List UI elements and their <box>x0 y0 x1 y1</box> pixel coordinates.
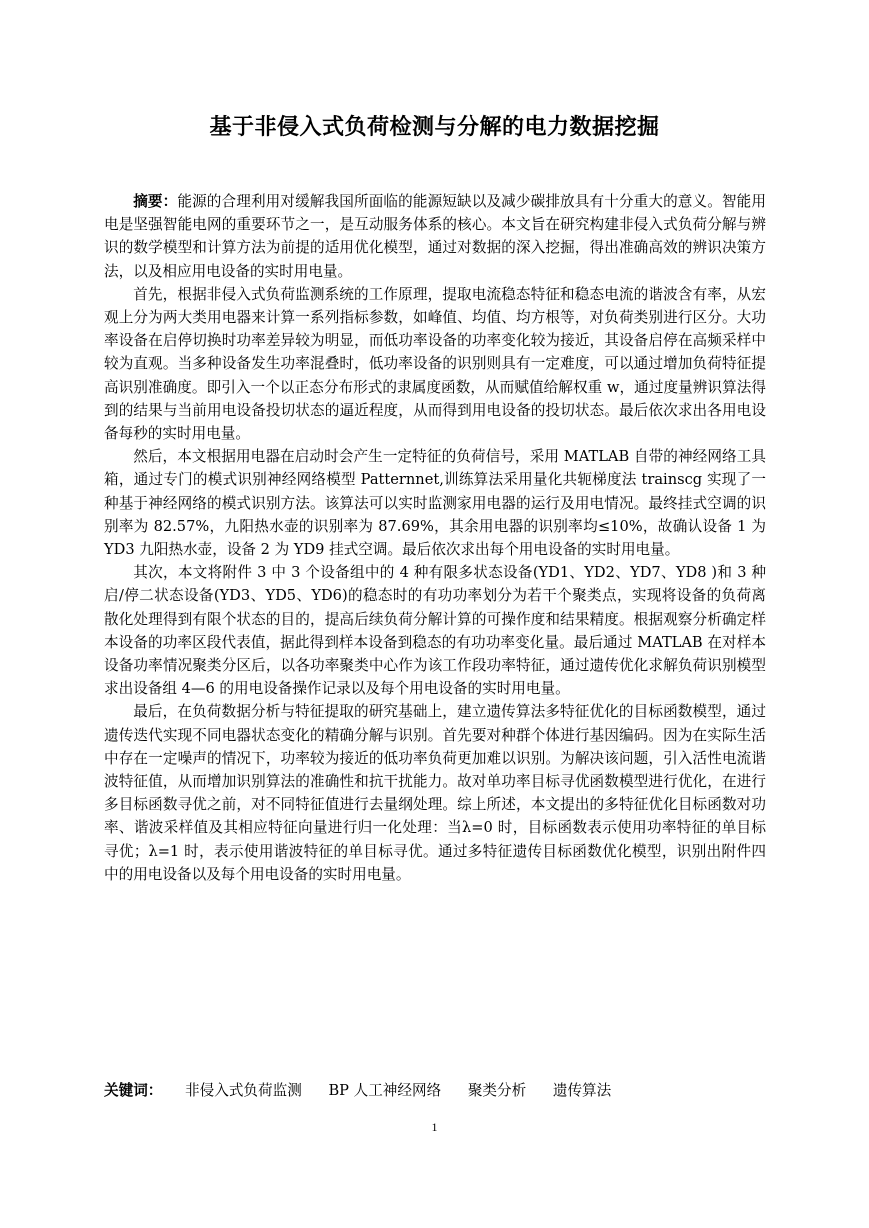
abstract-paragraph-3: 然后，本文根据用电器在启动时会产生一定特征的负荷信号，采用 MATLAB 自带的神经网络工具箱，通过专门的模式识别神经网络模型 Patternnet,训练算法采用量化共轭梯度法 trainscg 实现了一种基于神经网络的模式识别方法。该算法可以实时监测家用电器的运行及用电情况。最终挂式空调的识别率为 82.57%，九阳热水壶的识别率为 87.69%，其余用电器的识别率均≤10%，故确认设备 1 为 YD3 九阳热水壶，设备 2 为 YD9 挂式空调。最后依次求出每个用电设备的实时用电量。 <box>104 448 766 559</box>
keyword-item: BP 人工神经网络 <box>328 1082 442 1099</box>
page-number: 1 <box>431 1120 438 1134</box>
abstract-label: 摘要： <box>133 193 178 210</box>
abstract-text-1: 能源的合理利用对缓解我国所面临的能源短缺以及减少碳排放具有十分重大的意义。智能用电是坚强智能电网的重要环节之一，是互动服务体系的核心。本文旨在研究构建非侵入式负荷分解与辨识的数学模型和计算方法为前提的适用优化模型，通过对数据的深入挖掘，得出准确高效的辨识决策方法，以及相应用电设备的实时用电量。 <box>104 193 766 280</box>
keyword-item: 非侵入式负荷监测 <box>185 1082 302 1099</box>
abstract-paragraph-5: 最后，在负荷数据分析与特征提取的研究基础上，建立遗传算法多特征优化的目标函数模型，通过遗传迭代实现不同电器状态变化的精确分解与识别。首先要对种群个体进行基因编码。因为在实际生活中存在一定噪声的情况下，功率较为接近的低功率负荷更加难以识别。为解决该问题，引入活性电流谐波特征值，从而增加识别算法的准确性和抗干扰能力。故对单功率目标寻优函数模型进行优化，在进行多目标函数寻优之前，对不同特征值进行去量纲处理。综上所述，本文提出的多特征优化目标函数对功率、谐波采样值及其相应特征向量进行归一化处理：当λ=0 时，目标函数表示使用功率特征的单目标寻优；λ=1 时，表示使用谐波特征的单目标寻优。通过多特征遗传目标函数优化模型，识别出附件四中的用电设备以及每个用电设备的实时用电量。 <box>104 703 766 883</box>
abstract-paragraph-1 <box>104 190 766 283</box>
keywords-section <box>104 1080 766 1102</box>
abstract-paragraph-2: 首先，根据非侵入式负荷监测系统的工作原理，提取电流稳态特征和稳态电流的谐波含有率，从宏观上分为两大类用电器来计算一系列指标参数，如峰值、均值、均方根等，对负荷类别进行区分。大功率设备在启停切换时功率差异较为明显，而低功率设备的功率变化较为接近，其设备启停在高频采样中较为直观。当多种设备发生功率混叠时，低功率设备的识别则具有一定难度，可以通过增加负荷特征提高识别准确度。即引入一个以正态分布形式的隶属度函数，从而赋值给解权重 w，通过度量辨识算法得到的结果与当前用电设备投切状态的逼近程度，从而得到用电设备的投切状态。最后依次求出各用电设备每秒的实时用电量。 <box>104 285 766 443</box>
keyword-item: 聚类分析 <box>467 1082 527 1099</box>
keyword-item: 遗传算法 <box>552 1082 612 1099</box>
abstract-section <box>104 190 766 886</box>
abstract-paragraph-4: 其次，本文将附件 3 中 3 个设备组中的 4 种有限多状态设备(YD1、YD2、YD7、YD8 )和 3 种启/停二状态设备(YD3、YD5、YD6)的稳态时的有功功率划分为若干个聚类点，实现将设备的负荷离散化处理得到有限个状态的目的，提高后续负荷分解计算的可操作度和结果精度。根据观察分析确定样本设备的功率区段代表值，据此得到样本设备到稳态的有功功率变化量。最后通过 MATLAB 在对样本设备功率情况聚类分区后，以各功率聚类中心作为该工作段功率特征，通过遗传优化求解负荷识别模型求出设备组 4—6 的用电设备操作记录以及每个用电设备的实时用电量。 <box>104 564 766 698</box>
keywords-label: 关键词： <box>104 1082 163 1099</box>
paper-title: 基于非侵入式负荷检测与分解的电力数据挖掘 <box>209 115 660 140</box>
